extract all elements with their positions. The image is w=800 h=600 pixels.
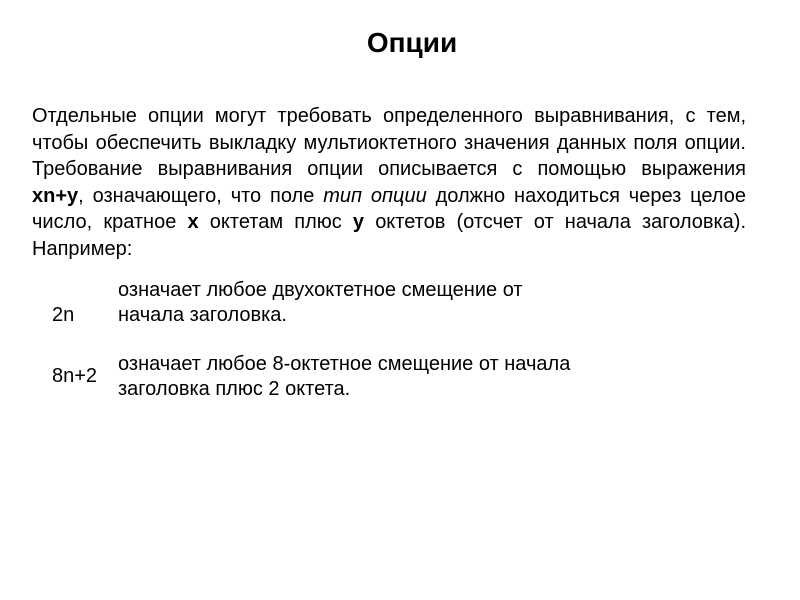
variable-x: x bbox=[187, 211, 199, 233]
body-paragraph bbox=[32, 103, 746, 262]
definition-line: означает любое 8-октетное смещение от начала bbox=[118, 353, 571, 375]
definition-line: начала заголовка. bbox=[118, 304, 287, 326]
expression-xn-plus-y: xn+y bbox=[32, 184, 79, 207]
definition-term: 2n bbox=[52, 304, 75, 326]
definition-line: заголовка плюс 2 октета. bbox=[118, 378, 351, 400]
definition-item bbox=[52, 278, 588, 328]
paragraph-text-2: , означающего, что поле bbox=[78, 184, 324, 207]
definition-description bbox=[118, 352, 588, 402]
definition-list bbox=[52, 278, 588, 402]
page-title: Опции bbox=[366, 27, 458, 58]
paragraph-text-4: октетам плюс bbox=[198, 211, 353, 233]
definition-description bbox=[118, 278, 588, 328]
definition-line: означает любое двухоктетное смещение от bbox=[118, 279, 523, 301]
paragraph-text-3: должно находиться через целое число, кратное bbox=[32, 184, 747, 233]
variable-y: y bbox=[352, 211, 365, 233]
paragraph-text-1: Отдельные опции могут требовать определенного выравнивания, с тем, чтобы обеспечить выкладку мультиоктетного значения данных поля опции. Требование выравнивания опции описывается с помощью выражения bbox=[32, 105, 746, 180]
option-type-term: тип опции bbox=[323, 184, 427, 207]
definition-term: 8n+2 bbox=[52, 365, 98, 387]
definition-item bbox=[52, 352, 588, 402]
paragraph-text-5: октетов (отсчет от начала заголовка). Например: bbox=[32, 211, 746, 260]
